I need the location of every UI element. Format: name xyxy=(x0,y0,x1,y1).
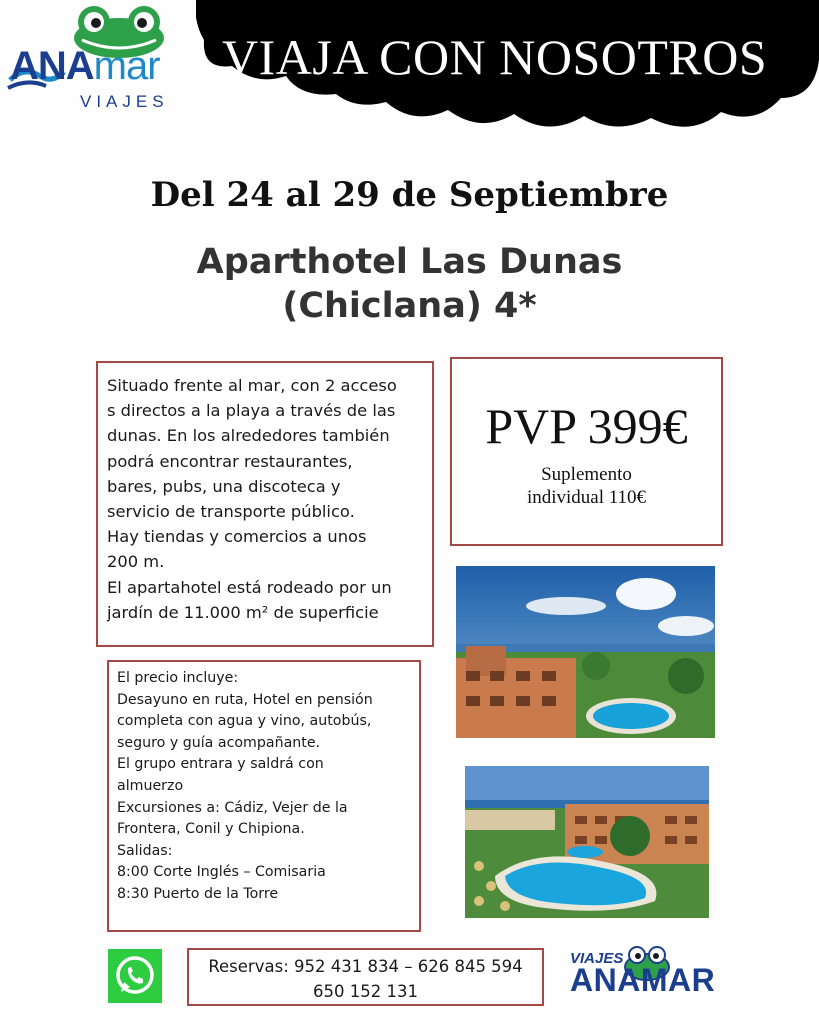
hotel-photo-pool xyxy=(456,566,715,738)
whatsapp-icon[interactable] xyxy=(108,949,162,1003)
description-line: s directos a la playa a través de las xyxy=(107,401,396,421)
includes-line: El grupo entrara y saldrá con xyxy=(117,756,324,773)
logo-wordmark xyxy=(10,44,160,89)
description-line: jardín de 11.000 m² de superficie xyxy=(107,602,379,622)
hotel-name-line2: (Chiclana) 4* xyxy=(282,286,537,326)
description-line: bares, pubs, una discoteca y xyxy=(107,476,341,496)
includes-line: Frontera, Conil y Chipiona. xyxy=(117,821,305,838)
reservations-phone-line2[interactable]: 650 152 131 xyxy=(313,982,418,1001)
footer-logo-viajes: VIAJES xyxy=(570,950,624,967)
description-line: Situado frente al mar, con 2 acceso xyxy=(107,376,397,395)
includes-line: completa con agua y vino, autobús, xyxy=(117,713,372,730)
description-line: El apartahotel está rodeado por un xyxy=(107,577,392,597)
logo-word-mar: mar xyxy=(93,44,160,88)
description-line: servicio de transporte público. xyxy=(107,502,355,522)
logo-word-ana: ANA xyxy=(10,44,94,88)
includes-line: almuerzo xyxy=(117,777,184,794)
description-line: podrá encontrar restaurantes, xyxy=(107,451,353,471)
logo-subtitle: VIAJES xyxy=(80,92,169,111)
includes-line: El precio incluye: xyxy=(117,670,239,686)
reservations-phone-line1[interactable]: Reservas: 952 431 834 – 626 845 594 xyxy=(208,957,523,976)
hotel-name xyxy=(0,240,819,328)
includes-box xyxy=(107,660,421,932)
reservations-box xyxy=(187,948,544,1006)
includes-line: Desayuno en ruta, Hotel en pensión xyxy=(117,691,373,708)
header-title: VIAJA CON NOSOTROS xyxy=(222,29,768,85)
description-line: dunas. En los alrededores también xyxy=(107,426,390,446)
single-supplement-line2: individual 110€ xyxy=(526,487,647,508)
description-box xyxy=(96,361,434,647)
price-box xyxy=(450,357,723,546)
trip-dates: Del 24 al 29 de Septiembre xyxy=(150,175,669,215)
includes-line: seguro y guía acompañante. xyxy=(117,734,321,751)
includes-line: 8:30 Puerto de la Torre xyxy=(117,885,279,902)
includes-line: 8:00 Corte Inglés – Comisaria xyxy=(117,864,326,881)
includes-line: Excursiones a: Cádiz, Vejer de la xyxy=(117,799,348,816)
includes-line: Salidas: xyxy=(117,842,173,859)
hotel-name-line1: Aparthotel Las Dunas xyxy=(196,242,623,282)
single-supplement xyxy=(452,463,721,509)
single-supplement-line1: Suplemento xyxy=(541,464,632,485)
footer-logo-anamar: ANAMAR xyxy=(570,962,716,998)
hotel-photo-aerial xyxy=(465,766,709,918)
price-main: PVP 399€ xyxy=(485,398,688,454)
description-line: Hay tiendas y comercios a unos xyxy=(107,527,367,547)
description-line: 200 m. xyxy=(107,552,165,572)
